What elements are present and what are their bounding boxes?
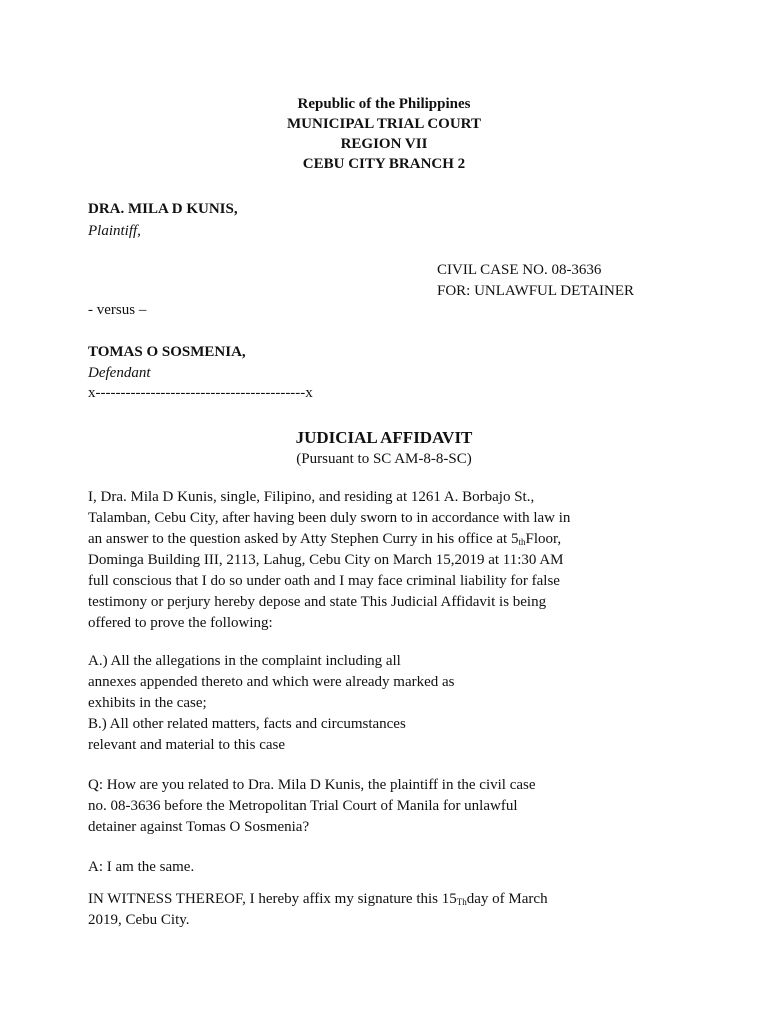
document-title <box>0 427 768 469</box>
court-header <box>0 94 768 174</box>
question-line: Q: How are you related to Dra. Mila D Kunis, the plaintiff in the civil case <box>88 777 536 793</box>
plaintiff-name: DRA. MILA D KUNIS, <box>88 201 238 217</box>
ordinal-suffix: Th <box>456 897 467 907</box>
items-list <box>88 651 455 756</box>
plaintiff-role: Plaintiff, <box>88 223 141 239</box>
case-nature: FOR: UNLAWFUL DETAINER <box>437 283 635 299</box>
header-branch: CEBU CITY BRANCH 2 <box>302 156 466 172</box>
item-b-line: B.) All other related matters, facts and circumstances <box>88 716 406 732</box>
intro-line: Dominga Building III, 2113, Lahug, Cebu City on March 15,2019 at 11:30 AM <box>88 552 564 568</box>
item-a-line: annexes appended thereto and which were already marked as <box>88 674 455 690</box>
witness-line-text: IN WITNESS THEREOF, I hereby affix my signature this 15 <box>88 891 457 907</box>
witness-line <box>88 889 548 910</box>
title-subtitle: (Pursuant to SC AM-8-8-SC) <box>296 451 472 467</box>
caption-separator: x------------------------------------------x <box>88 385 313 401</box>
witness-line: 2019, Cebu City. <box>88 912 190 928</box>
intro-line-text: Floor, <box>525 531 562 547</box>
intro-paragraph <box>88 487 570 634</box>
question-block <box>88 775 536 838</box>
header-region: REGION VII <box>340 136 428 152</box>
defendant-role: Defendant <box>88 365 151 381</box>
intro-line: offered to prove the following: <box>88 615 273 631</box>
question-line: no. 08-3636 before the Metropolitan Trial Court of Manila for unlawful <box>88 798 518 814</box>
intro-line: I, Dra. Mila D Kunis, single, Filipino, and residing at 1261 A. Borbajo St., <box>88 489 535 505</box>
item-b-line: relevant and material to this case <box>88 737 285 753</box>
item-a-line: exhibits in the case; <box>88 695 207 711</box>
ordinal-suffix: th <box>518 537 526 547</box>
intro-line-text: an answer to the question asked by Atty Stephen Curry in his office at 5 <box>88 531 519 547</box>
answer-line: A: I am the same. <box>88 859 195 875</box>
witness-block <box>88 889 548 931</box>
header-republic: Republic of the Philippines <box>297 96 471 112</box>
case-number: CIVIL CASE NO. 08-3636 <box>437 262 602 278</box>
intro-line: Talamban, Cebu City, after having been duly sworn to in accordance with law in <box>88 510 571 526</box>
header-court: MUNICIPAL TRIAL COURT <box>287 116 481 132</box>
intro-line: testimony or perjury hereby depose and state This Judicial Affidavit is being <box>88 594 547 610</box>
intro-line: full conscious that I do so under oath and I may face criminal liability for false <box>88 573 560 589</box>
intro-line <box>88 529 570 550</box>
witness-line-text: day of March <box>466 891 548 907</box>
item-a-line: A.) All the allegations in the complaint including all <box>88 653 401 669</box>
versus-label: - versus – <box>88 302 147 318</box>
defendant-name: TOMAS O SOSMENIA, <box>88 344 246 360</box>
question-line: detainer against Tomas O Sosmenia? <box>88 819 310 835</box>
title-main: JUDICIAL AFFIDAVIT <box>295 428 473 447</box>
